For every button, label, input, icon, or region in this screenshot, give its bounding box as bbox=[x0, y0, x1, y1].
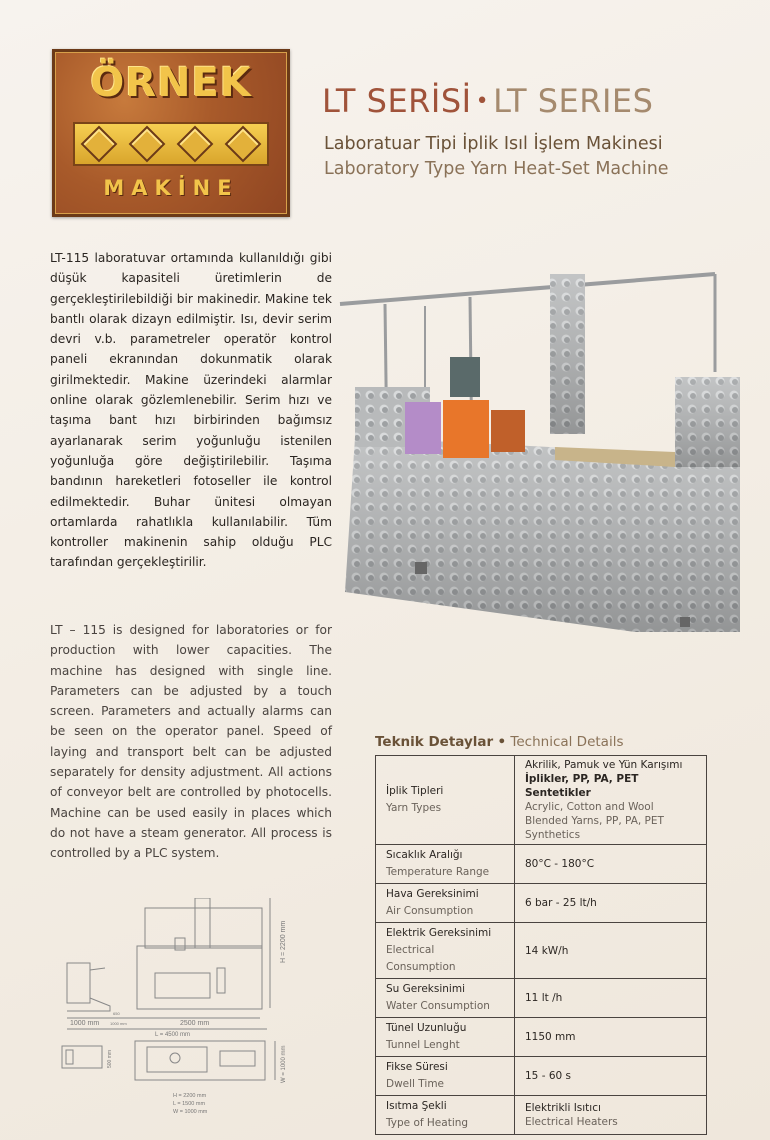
dim-main: 2500 mm bbox=[180, 1020, 210, 1027]
spec-value-en: Acrylic, Cotton and Wool Blended Yarns, PP, PA, PET Synthetics bbox=[525, 801, 664, 841]
spec-label-en: Electrical Consumption bbox=[386, 944, 456, 973]
spec-label bbox=[376, 756, 515, 845]
bobbin-dark-orange bbox=[491, 410, 525, 452]
spec-label bbox=[376, 1057, 515, 1096]
dim-summary-l: L = 1500 mm bbox=[173, 1101, 206, 1107]
spec-label bbox=[376, 979, 515, 1018]
spec-label bbox=[376, 1096, 515, 1135]
drawing-top-view-small bbox=[62, 1046, 102, 1068]
description-tr: LT-115 laboratuvar ortamında kullanıldığı gibi düşük kapasiteli üretimlerin de gerçekleştirilebildiği bir makinedir. Makine tek bantlı olarak dizayn edilmiştir. Isı, devir serim devri v.b. parametreler operatör kontrol paneli ekranından dokunmatik olarak girilmektedir. Makine üzerindeki alarmlar online olarak gözlemlenebilir. Serim hızı ve taşıma bant hızı birbirinden bağımsız ayarlanarak serim yoğunluğu istenilen yoğunluğa göre değiştirilebilir. Taşıma bandının hareketleri fotoseller ile kontrol edilmektedir. Buhar ünitesi olmayan ortamlarda rahatlıkla kullanılabilir. Tüm kontroller makinenin sahip olduğu PLC tarafından gerçekleştirilir. bbox=[50, 251, 332, 570]
logo-subtitle: MAKİNE bbox=[103, 176, 239, 200]
dim-width: W = 1000 mm bbox=[281, 1045, 287, 1083]
technical-heading-en: Technical Details bbox=[510, 734, 624, 750]
logo-diamond-icon bbox=[81, 126, 118, 163]
title-tr: LT SERİSİ bbox=[322, 82, 472, 120]
technical-heading bbox=[375, 734, 624, 750]
table-row bbox=[376, 1096, 707, 1135]
logo-ornament-band bbox=[73, 122, 269, 166]
spec-value-tr: Akrilik, Pamuk ve Yün Karışımı bbox=[525, 759, 683, 771]
spec-label-en: Type of Heating bbox=[386, 1117, 469, 1129]
description-en: LT – 115 is designed for laboratories or for production with lower capacities. The machine has designed with single line. Parameters can be adjusted by a touch screen. Parameters and actually alarms can be seen on the operator panel. Speed of laying and transport belt can be adjusted separately for density adjustment. All actions of conveyor belt are controlled by photocells. Machine can be used easily in places which do not have a steam generator. All process is controlled by a PLC system. bbox=[50, 623, 332, 861]
spec-value: 80°C - 180°C bbox=[515, 845, 707, 884]
spec-value-tr: İplikler, PP, PA, PET Sentetikler bbox=[525, 773, 639, 799]
spec-label-tr: Isıtma Şekli bbox=[386, 1100, 447, 1112]
spec-label-tr: Sıcaklık Aralığı bbox=[386, 849, 463, 861]
bobbin-purple bbox=[405, 402, 441, 454]
technical-drawing bbox=[55, 898, 305, 1128]
dim-summary-w: W = 1000 mm bbox=[173, 1109, 208, 1115]
spec-label-en: Air Consumption bbox=[386, 905, 474, 917]
spec-value bbox=[515, 1096, 707, 1135]
spec-label-tr: İplik Tipleri bbox=[386, 785, 444, 797]
spec-label-tr: Hava Gereksinimi bbox=[386, 888, 479, 900]
spec-label bbox=[376, 845, 515, 884]
technical-heading-tr: Teknik Detaylar bbox=[375, 734, 494, 750]
technical-table bbox=[375, 755, 707, 1135]
spec-value: 14 kW/h bbox=[515, 923, 707, 979]
table-row bbox=[376, 1018, 707, 1057]
dim-gap-top: 650 bbox=[113, 1011, 120, 1016]
spec-label-en: Tunnel Lenght bbox=[386, 1039, 460, 1051]
table-row bbox=[376, 845, 707, 884]
spec-value: 15 - 60 s bbox=[515, 1057, 707, 1096]
spec-value-en: Electrical Heaters bbox=[525, 1116, 618, 1128]
drawing-main-side bbox=[137, 946, 262, 1009]
spec-label-tr: Fikse Süresi bbox=[386, 1061, 448, 1073]
technical-heading-separator: • bbox=[497, 734, 507, 750]
logo-diamond-icon bbox=[177, 126, 214, 163]
spec-label-tr: Elektrik Gereksinimi bbox=[386, 927, 492, 939]
overhead-rail bbox=[340, 274, 715, 304]
subtitle-en: Laboratory Type Yarn Heat-Set Machine bbox=[324, 159, 669, 179]
dim-small-width: 500 mm bbox=[107, 1049, 113, 1068]
spec-label bbox=[376, 884, 515, 923]
spec-label-tr: Tünel Uzunluğu bbox=[386, 1022, 467, 1034]
dim-gap: 1000 mm bbox=[110, 1021, 127, 1026]
spec-value: 11 lt /h bbox=[515, 979, 707, 1018]
title-en: LT SERIES bbox=[493, 82, 654, 120]
table-row bbox=[376, 979, 707, 1018]
page-title bbox=[322, 82, 742, 120]
machine-photo bbox=[335, 262, 745, 634]
spec-value bbox=[515, 756, 707, 845]
table-row bbox=[376, 756, 707, 845]
dim-height: H = 2200 mm bbox=[280, 920, 287, 963]
spec-label-tr: Su Gereksinimi bbox=[386, 983, 465, 995]
title-separator: • bbox=[475, 89, 490, 114]
motor bbox=[450, 357, 480, 397]
spec-label-en: Dwell Time bbox=[386, 1078, 445, 1090]
bobbin-orange bbox=[443, 400, 489, 458]
table-row bbox=[376, 923, 707, 979]
dim-summary-h: H = 2200 mm bbox=[173, 1093, 207, 1099]
spec-label-en: Temperature Range bbox=[386, 866, 490, 878]
table-row bbox=[376, 884, 707, 923]
drawing-feeder bbox=[67, 963, 90, 1003]
spec-value: 6 bar - 25 lt/h bbox=[515, 884, 707, 923]
logo-diamond-icon bbox=[225, 126, 262, 163]
logo-diamond-icon bbox=[129, 126, 166, 163]
company-logo bbox=[52, 49, 290, 217]
dim-total: L = 4500 mm bbox=[155, 1032, 190, 1038]
spec-label-en: Yarn Types bbox=[386, 802, 442, 814]
spec-label bbox=[376, 1018, 515, 1057]
subtitle-tr: Laboratuar Tipi İplik Isıl İşlem Makinesi bbox=[324, 134, 663, 154]
spec-label-en: Water Consumption bbox=[386, 1000, 490, 1012]
spec-value: 1150 mm bbox=[515, 1018, 707, 1057]
table-row bbox=[376, 1057, 707, 1096]
spec-label bbox=[376, 923, 515, 979]
logo-brand: ÖRNEK bbox=[90, 60, 252, 106]
spec-value-tr: Elektrikli Isıtıcı bbox=[525, 1102, 601, 1114]
dim-left: 1000 mm bbox=[70, 1020, 100, 1027]
